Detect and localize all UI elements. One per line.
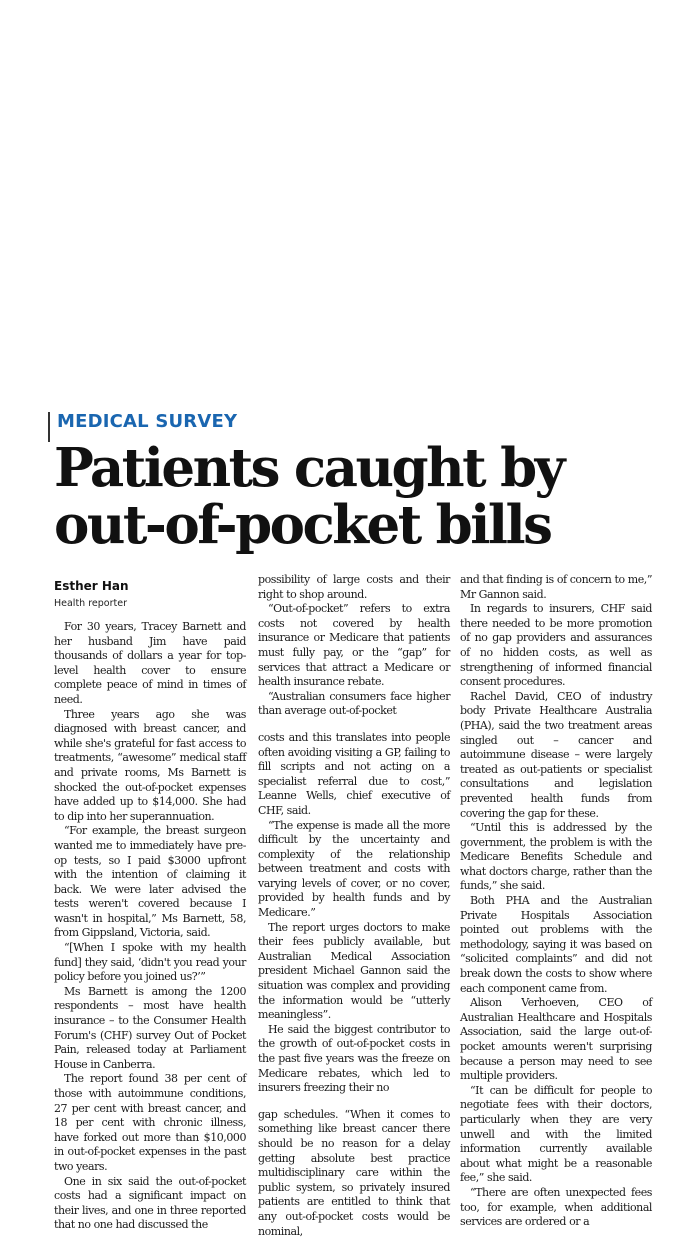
paragraph: possibility of large costs and their right to shop around. <box>258 573 450 601</box>
paragraph: For 30 years, Tracey Barnett and her husband Jim have paid thousands of dollars a year for top-level health cover to ensure complete peace of mind in times of need. <box>54 620 246 706</box>
column-2 <box>258 573 450 1238</box>
section-kicker: MEDICAL SURVEY <box>57 411 238 432</box>
paragraph: “Australian consumers face higher than average out-of-pocket <box>258 689 450 718</box>
column-break <box>258 719 450 731</box>
paragraph: and that finding is of concern to me,” Mr Gannon said. <box>460 573 652 601</box>
paragraph: The report found 38 per cent of those with autoimmune conditions, 27 per cent with breast cancer, and 18 per cent with chronic illness, have forked out more than $10,000 in out-of-pocket expenses in the past two years. <box>54 1072 246 1173</box>
paragraph: “Until this is addressed by the government, the problem is with the Medicare Benefits Schedule and what doctors charge, rather than the funds,” she said. <box>460 821 652 893</box>
paragraph: “It can be difficult for people to negotiate fees with their doctors, particularly when they are very unwell and with the limited information currently available about what might be a reasonable fee,” she said. <box>460 1083 652 1185</box>
paragraph: “The expense is made all the more difficult by the uncertainty and complexity of the relationship between treatment and costs with varying levels of cover, or no cover, provided by health funds and by Medicare.” <box>258 818 450 920</box>
paragraph: Ms Barnett is among the 1200 respondents – most have health insurance – to the Consumer Health Forum's (CHF) survey Out of Pocket Pain, released today at Parliament House in Canberra. <box>54 984 246 1071</box>
paragraph: Alison Verhoeven, CEO of Australian Healthcare and Hospitals Association, said the large out-of-pocket amounts weren't surprising because a person may need to see multiple providers. <box>460 996 652 1083</box>
paragraph: Rachel David, CEO of industry body Private Healthcare Australia (PHA), said the two treatment areas singled out – cancer and autoimmune disease – were largely treated as out-patients or specialist consultations and legislation prevented health funds from covering the gap for these. <box>460 689 652 820</box>
paragraph: “Out-of-pocket” refers to extra costs not covered by health insurance or Medicare that patients must fully pay, or the “gap” for services that attract a Medicare or health insurance rebate. <box>258 602 450 689</box>
author-role: Health reporter <box>54 598 127 609</box>
headline: Patients caught by out-of-pocket bills <box>54 437 563 556</box>
paragraph: “[When I spoke with my health fund] they said, ‘didn't you read your policy before you joined us?’” <box>54 941 246 984</box>
paragraph: “There are often unexpected fees too, for example, when additional services are ordered or a <box>460 1185 652 1229</box>
paragraph: gap schedules. “When it comes to something like breast cancer there should be no reason for a delay getting absolute best practice multidisciplinary care within the public system, so privately insured patients are entitled to think that any out-of-pocket costs would be nominal, <box>258 1107 450 1238</box>
paragraph: costs and this translates into people often avoiding visiting a GP, failing to fill scripts and not acting on a specialist referral due to cost,” Leanne Wells, chief executive of CHF, said. <box>258 730 450 817</box>
column-break <box>258 1096 450 1108</box>
paragraph: One in six said the out-of-pocket costs had a significant impact on their lives, and one in three reported that no one had discussed the <box>54 1174 246 1232</box>
byline: Esther Han <box>54 579 129 593</box>
kicker-rule <box>48 412 50 442</box>
paragraph: “For example, the breast surgeon wanted me to immediately have pre-op tests, so I paid $3000 upfront with the intention of claiming it back. We were later advised the tests weren't covered because I wasn't in hospital,” Ms Barnett, 58, from Gippsland, Victoria, said. <box>54 824 246 940</box>
paragraph: Both PHA and the Australian Private Hospitals Association pointed out problems with the methodology, saying it was based on “solicited complaints” and did not break down the costs to show where each component came from. <box>460 894 652 995</box>
column-1 <box>54 573 246 1232</box>
paragraph: He said the biggest contributor to the growth of out-of-pocket costs in the past five years was the freeze on Medicare rebates, which led to insurers freezing their no <box>258 1022 450 1095</box>
paragraph: In regards to insurers, CHF said there needed to be more promotion of no gap providers and assurances of no hidden costs, as well as strengthening of informed financial consent procedures. <box>460 602 652 689</box>
paragraph: The report urges doctors to make their fees publicly available, but Australian Medical Association president Michael Gannon said the situation was complex and providing the information would be “utterly meaningless”. <box>258 920 450 1022</box>
column-3 <box>460 573 652 1229</box>
paragraph: Three years ago she was diagnosed with breast cancer, and while she's grateful for fast access to treatments, “awesome” medical staff and private rooms, Ms Barnett is shocked the out-of-pocket expenses have added up to $14,000. She had to dip into her superannuation. <box>54 707 246 823</box>
